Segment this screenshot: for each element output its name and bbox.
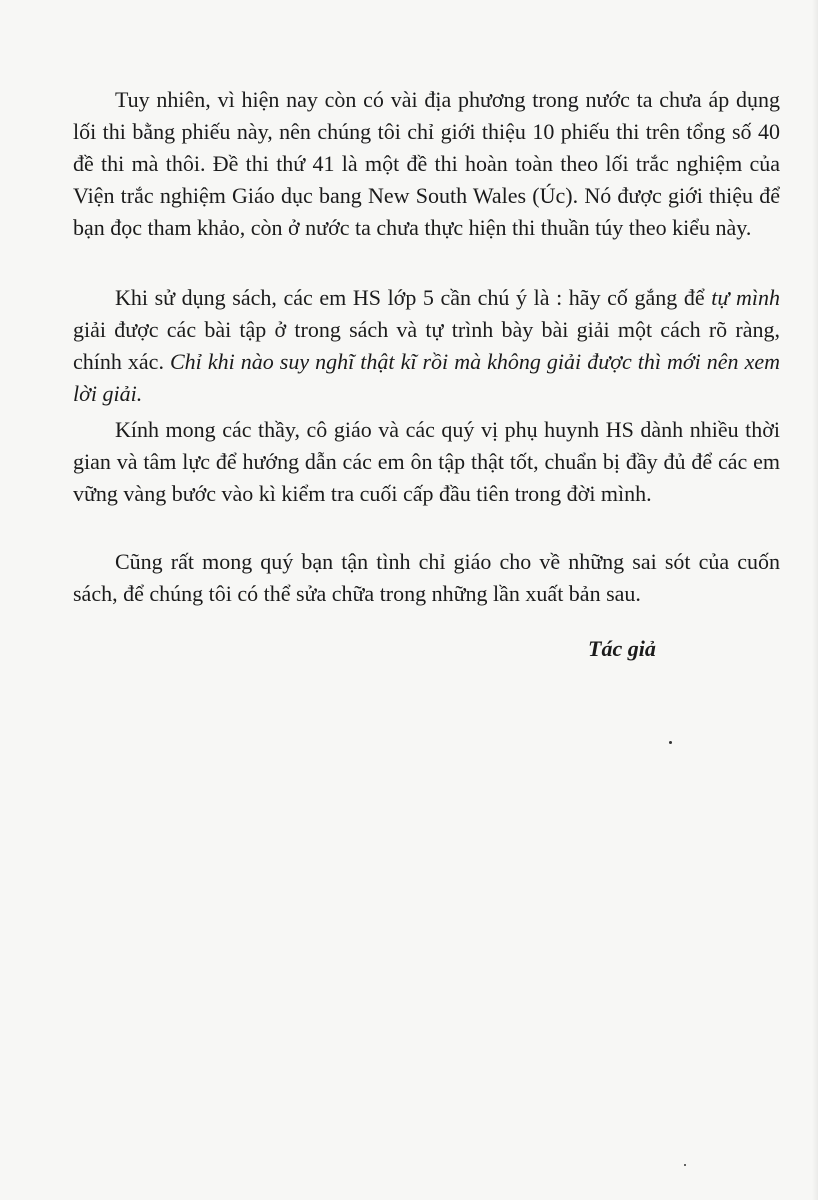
author-signature: Tác giả: [588, 636, 656, 661]
paragraph-2-text-a: Khi sử dụng sách, các em HS lớp 5 cần chú ý là : hãy cố gắng để: [115, 285, 712, 310]
paragraph-2: [73, 282, 780, 410]
paragraph-3-text: Kính mong các thầy, cô giáo và các quý vị phụ huynh HS dành nhiều thời gian và tâm lực để hướng dẫn các em ôn tập thật tốt, chuẩn bị đầy đủ để các em vững vàng bước vào kì kiểm tra cuối cấp đầu tiên trong đời mình.: [73, 417, 780, 506]
paragraph-2-text-b: giải được các bài tập ở trong sách và tự trình bày bài giải một cách rõ ràng, chính xác.: [73, 317, 780, 374]
paragraph-2-emphasis-b: Chỉ khi nào suy nghĩ thật kĩ rồi mà không giải được thì mới nên xem lời giải.: [73, 349, 781, 406]
paragraph-1: [73, 84, 780, 244]
scan-edge-shadow: [812, 0, 818, 1200]
paragraph-4: [73, 546, 780, 610]
paragraph-4-text: Cũng rất mong quý bạn tận tình chỉ giáo cho về những sai sót của cuốn sách, để chúng tôi có thể sửa chữa trong những lần xuất bản sau.: [73, 549, 780, 606]
scan-speck: [669, 741, 672, 744]
scan-speck: [684, 1164, 686, 1166]
paragraph-1-text: Tuy nhiên, vì hiện nay còn có vài địa phương trong nước ta chưa áp dụng lối thi bằng phiếu này, nên chúng tôi chỉ giới thiệu 10 phiếu thi trên tổng số 40 đề thi mà thôi. Đề thi thứ 41 là một đề thi hoàn toàn theo lối trắc nghiệm của Viện trắc nghiệm Giáo dục bang New South Wales (Úc). Nó được giới thiệu để bạn đọc tham khảo, còn ở nước ta chưa thực hiện thi thuần túy theo kiểu này.: [73, 87, 780, 240]
paragraph-2-emphasis-a: tự mình: [711, 285, 780, 310]
paragraph-3: [73, 414, 780, 510]
